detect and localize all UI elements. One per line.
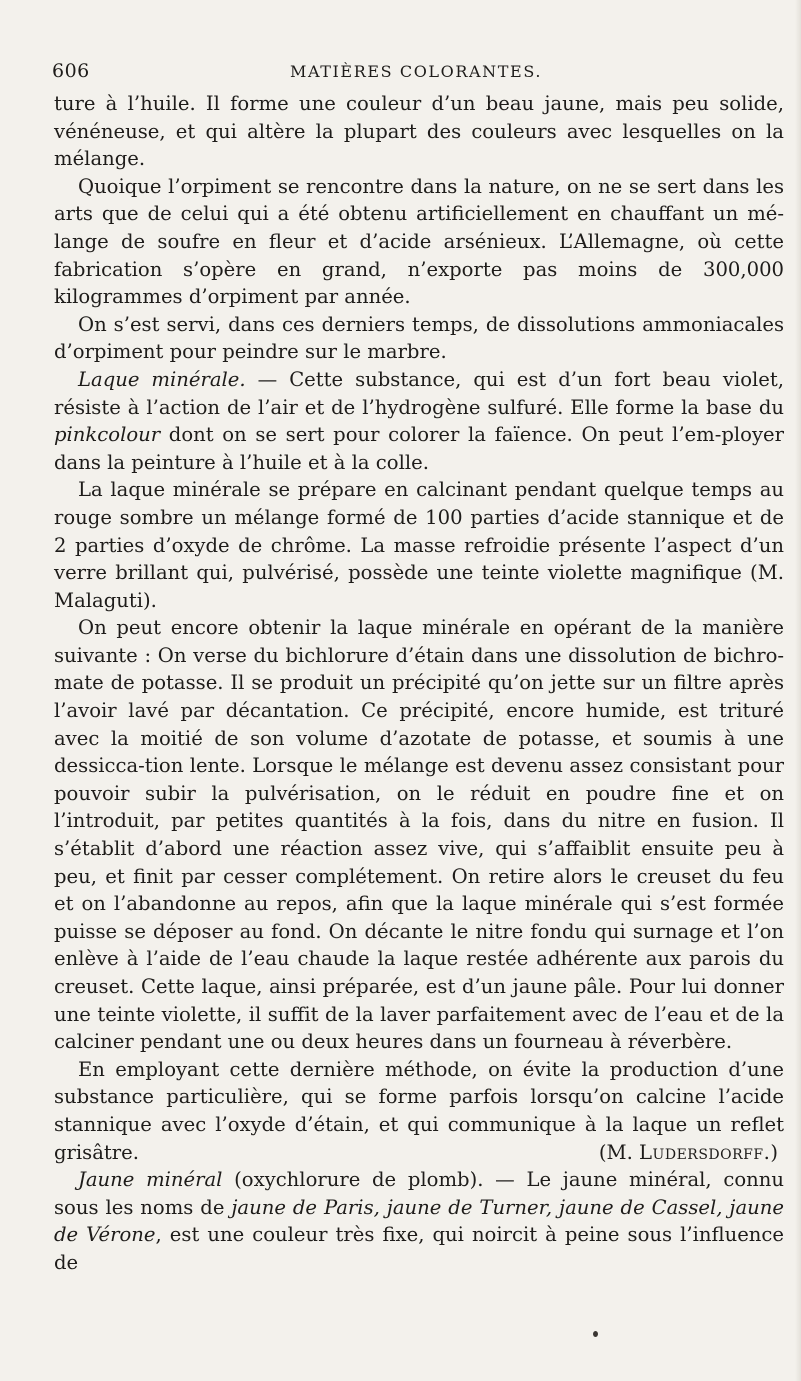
paragraph-jaune-mineral: Jaune minéral (oxychlorure de plomb). — Le jaune minéral, connu sous les noms de jaune de Paris, jaune de Turner, jaune de Cassel, jaune de Vérone, est une couleur très fixe, qui noircit à peine sous l’influence de <box>54 1168 784 1274</box>
running-header <box>52 60 780 90</box>
body-text <box>54 90 784 1277</box>
paragraph-7: En employant cette dernière méthode, on évite la production d’une substance particulière, qui se forme parfois lorsqu’on calcine l’acide stannique avec l’oxyde d’étain, et qui communique à la laque un reflet grisâtre. <box>54 1057 784 1164</box>
ink-speck <box>593 1331 598 1337</box>
section-title-laque-minerale: Laque minérale. <box>78 367 246 391</box>
page-edge-shadow <box>795 0 801 1381</box>
author-signature: (M. Ludersdorff.) <box>598 1140 778 1164</box>
paragraph-6: On peut encore obtenir la laque minérale en opérant de la manière suivante : On verse du bichlorure d’étain dans une dissolution de bichro-mate de potasse. Il se produit un précipité qu’on jette sur un filtre après l’avoir lavé par décantation. Ce précipité, encore humide, est trituré avec la moitié de son volume d’azotate de potasse, et soumis à une dessicca-tion lente. Lorsque le mélange est devenu assez consistant pour pouvoir subir la pulvérisation, on le réduit en poudre fine et on l’introduit, par petites quantités à la fois, dans du nitre en fusion. Il s’établit d’abord une réaction assez vive, qui s’affaiblit ensuite peu à peu, et finit par cesser complétement. On retire alors le creuset du feu et on l’abandonne au repos, afin que la laque minérale qui s’est formée puisse se déposer au fond. On décante le nitre fondu qui surnage et l’on enlève à l’aide de l’eau chaude la laque restée adhérente aux parois du creuset. Cette laque, ainsi préparée, est d’un jaune pâle. Pour lui donner une teinte violette, il suffit de la laver parfaitement avec de l’eau et de la calciner pendant une ou deux heures dans un fourneau à réverbère. <box>54 616 784 1054</box>
paragraph-3: On s’est servi, dans ces derniers temps, de dissolutions ammoniacales d’orpiment pour peindre sur le marbre. <box>54 312 784 364</box>
running-title: MATIÈRES COLORANTES. <box>289 62 543 81</box>
pigment-names: jaune de Paris, jaune de Turner, jaune de Cassel, jaune de Vérone <box>54 1195 784 1247</box>
paragraph-laque-minerale: Laque minérale. — Cette substance, qui est d’un fort beau violet, résiste à l’action de l’air et de l’hydrogène sulfuré. Elle forme la base du pinkcolour dont on se sert pour colorer la faïence. On peut l’em-ployer dans la peinture à l’huile et à la colle. <box>54 367 784 474</box>
paragraph-2: Quoique l’orpiment se rencontre dans la nature, on ne se sert dans les arts que de celui qui a été obtenu artificiellement en chauffant un mé-lange de soufre en fleur et d’acide arsénieux. L’Allemagne, où cette fabrication s’opère en grand, n’exporte pas moins de 300,000 kilogrammes d’orpiment par année. <box>54 174 784 309</box>
page-number: 606 <box>52 60 90 82</box>
section-title-jaune-mineral: Jaune minéral <box>78 1168 223 1192</box>
paragraph-5: La laque minérale se prépare en calcinant pendant quelque temps au rouge sombre un mélange formé de 100 parties d’acide stannique et de 2 parties d’oxyde de chrôme. La masse refroidie présente l’aspect d’un verre brillant qui, pulvérisé, possède une teinte violette magnifique (M. Malaguti). <box>54 478 784 612</box>
paragraph-1: ture à l’huile. Il forme une couleur d’un beau jaune, mais peu solide, vénéneuse, et qui altère la plupart des couleurs avec lesquelles on la mélange. <box>54 92 784 171</box>
term-pinkcolour: pinkcolour <box>54 423 161 447</box>
